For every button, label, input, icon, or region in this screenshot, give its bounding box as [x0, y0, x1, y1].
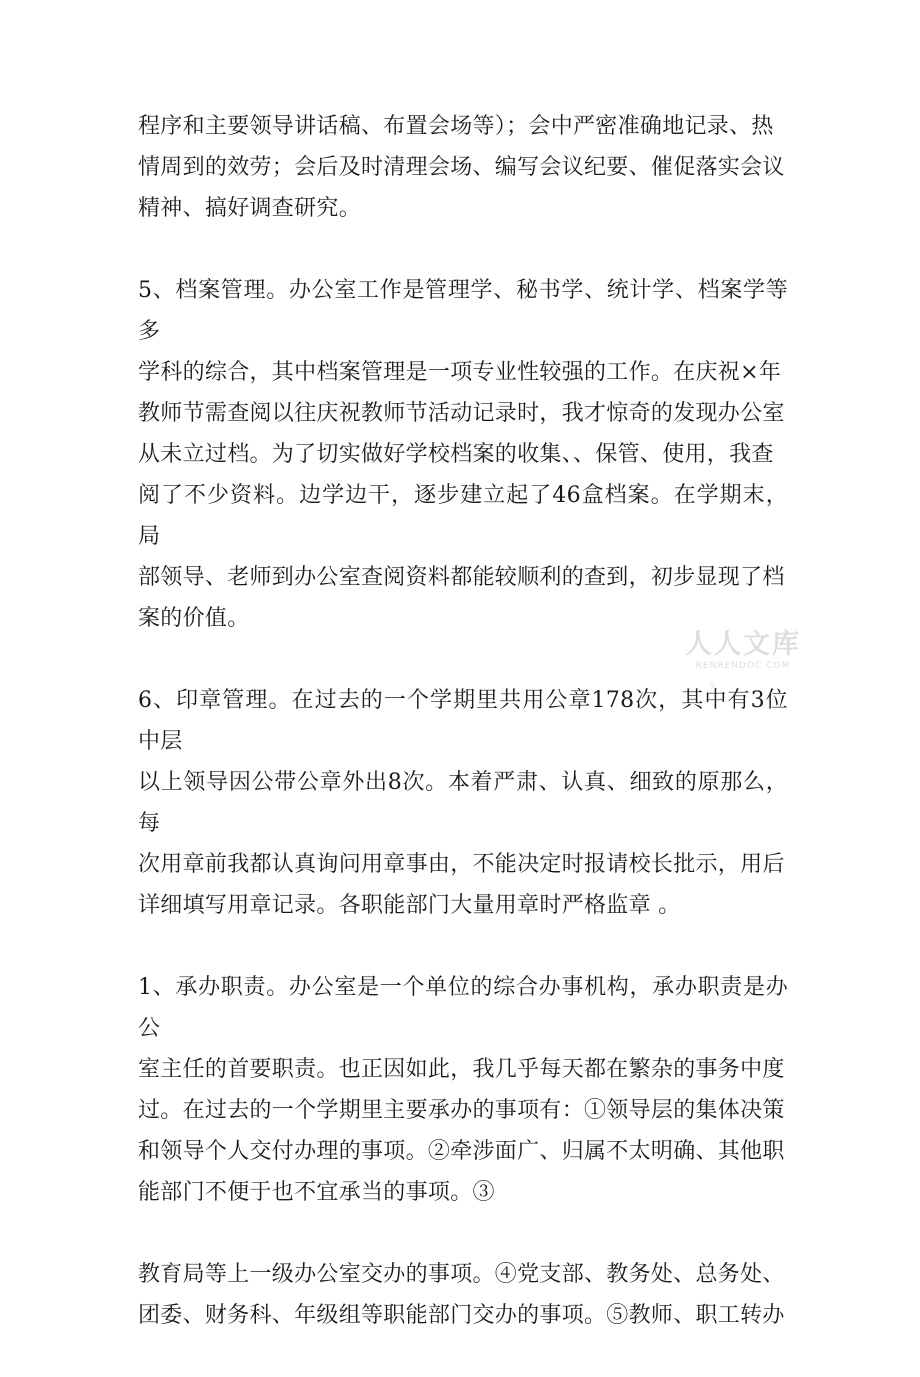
text-line: 案的价值。 — [138, 606, 250, 631]
text-line: 次用章前我都认真询问用章事由，不能决定时报请校长批示，用后 — [138, 852, 785, 877]
text-line: 精神、搞好调查研究。 — [138, 196, 362, 221]
text-line: 教育局等上一级办公室交办的事项。④党支部、教务处、总务处、 — [138, 1262, 785, 1287]
text-line: 部领导、老师到办公室查阅资料都能较顺利的查到，初步显现了档 — [138, 565, 785, 590]
text-line: 和领导个人交付办理的事项。②牵涉面广、归属不太明确、其他职 — [138, 1139, 785, 1164]
text-line: 以上领导因公带公章外出8次。本着严肃、认真、细致的原那么，每 — [138, 770, 788, 836]
paragraph-seal-management — [138, 680, 788, 926]
text-line: 程序和主要领导讲话稿、布置会场等）；会中严密准确地记录、热 — [138, 114, 774, 139]
text-line: 室主任的首要职责。也正因如此，我几乎每天都在繁杂的事务中度 — [138, 1057, 785, 1082]
text-line: 阅了不少资料。边学边干，逐步建立起了46盒档案。在学期末，局 — [138, 483, 788, 549]
text-line: 团委、财务科、年级组等职能部门交办的事项。⑤教师、职工转办 — [138, 1303, 785, 1328]
text-line: 详细填写用章记录。各职能部门大量用章时严格监章 。 — [138, 893, 681, 918]
text-line: 6、印章管理。在过去的一个学期里共用公章178次，其中有3位中层 — [138, 688, 788, 754]
text-line: 能部门不便于也不宜承当的事项。③ — [138, 1180, 495, 1205]
document-body — [138, 106, 788, 1377]
text-line: 情周到的效劳；会后及时清理会场、编写会议纪要、催促落实会议 — [138, 155, 785, 180]
text-line: 5、档案管理。办公室工作是管理学、秘书学、统计学、档案学等多 — [138, 278, 788, 344]
text-line: 学科的综合，其中档案管理是一项专业性较强的工作。在庆祝×年 — [138, 360, 782, 385]
text-line: 过。在过去的一个学期里主要承办的事项有：①领导层的集体决策 — [138, 1098, 785, 1123]
watermark-tag: 水 — [708, 681, 716, 690]
text-line: 从未立过档。为了切实做好学校档案的收集、、保管、使用，我查 — [138, 442, 774, 467]
watermark-subtitle: RENRENDOC.COM — [695, 661, 791, 671]
paragraph-duties-continued — [138, 1254, 788, 1336]
text-line: 1、承办职责。办公室是一个单位的综合办事机构，承办职责是办公 — [138, 975, 788, 1041]
paragraph-archive-management — [138, 270, 788, 639]
watermark-title: 人人文库 — [685, 629, 801, 660]
paragraph-meeting-continued — [138, 106, 788, 229]
text-line: 教师节需查阅以往庆祝教师节活动记录时，我才惊奇的发现办公室 — [138, 401, 785, 426]
paragraph-duties — [138, 967, 788, 1213]
